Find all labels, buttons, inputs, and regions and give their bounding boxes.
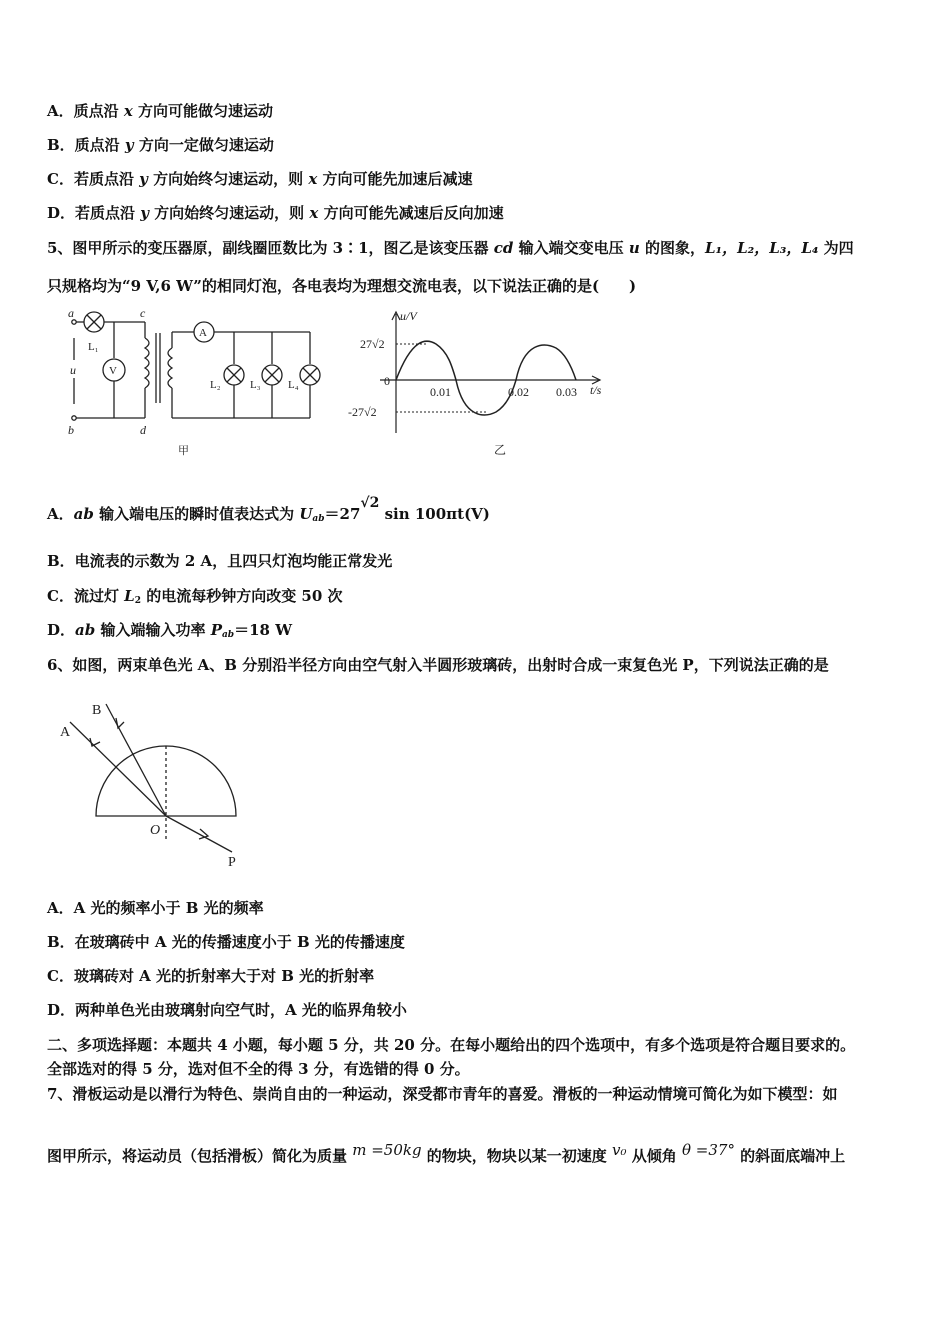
section2-heading-line2: 全部选对的得 5 分，选对但不全的得 3 分，有选错的得 0 分。 [47, 1060, 470, 1078]
q4-option-a: A．质点沿 x 方向可能做匀速运动 [47, 102, 274, 120]
q4-option-b: B．质点沿 y 方向一定做匀速运动 [47, 136, 274, 154]
transformer-circuit-diagram [60, 308, 330, 468]
center-o-label: O [150, 823, 161, 838]
q5-option-b: B．电流表的示数为 2 A，且四只灯泡均能正常发光 [47, 552, 393, 570]
lamp-l3-label: L₃ [250, 379, 261, 391]
q5-option-d: D．ab 输入端输入功率 $P_{ab}=18$ W [47, 621, 293, 640]
figure-jia-caption: 甲 [178, 445, 189, 457]
q7-stem-line1: 7、滑板运动是以滑行为特色、崇尚自由的一种运动，深受都市青年的喜爱。滑板的一种运动情境可简化为如下模型：如 [47, 1085, 838, 1103]
q4-option-d: D．若质点沿 y 方向始终匀速运动，则 x 方向可能先减速后反向加速 [47, 204, 504, 222]
lamp-l1-label: L₁ [88, 341, 99, 353]
ammeter-label: A [199, 327, 207, 339]
terminal-a-label: a [68, 308, 74, 320]
q5-option-c: C．流过灯 $L_2$ 的电流每秒钟方向改变 50 次 [47, 587, 343, 606]
figure-yi-caption: 乙 [494, 443, 507, 457]
graph-x-axis-label: t/s [590, 383, 602, 397]
voltage-u-label: u [70, 363, 76, 377]
q6-option-d: D．两种单色光由玻璃射向空气时，A 光的临界角较小 [47, 1001, 407, 1019]
graph-tick-label: 0.01 [430, 385, 451, 399]
q6-option-a: A．A 光的频率小于 B 光的频率 [47, 899, 264, 917]
q5-stem-line2: 只规格均为“9 V,6 W”的相同灯泡，各电表均为理想交流电表，以下说法正确的是( ) [47, 277, 637, 295]
q5-stem-line1: 5、图甲所示的变压器原，副线圈匝数比为 3∶1，图乙是该变压器 cd 输入端交变电压 u 的图象，L₁，L₂，L₃，L₄ 为四 [47, 239, 854, 257]
lamp-l2-label: L₂ [210, 379, 221, 391]
graph-ymax-label: 27√2 [360, 337, 385, 351]
q6-option-b: B．在玻璃砖中 A 光的传播速度小于 B 光的传播速度 [47, 933, 405, 951]
ray-b-label: B [92, 703, 102, 718]
terminal-b-label: b [68, 423, 74, 437]
graph-y-axis-label: u/V [400, 309, 417, 323]
q6-stem: 6、如图，两束单色光 A、B 分别沿半径方向由空气射入半圆形玻璃砖，出射时合成一束复色光 P，下列说法正确的是 [47, 656, 829, 674]
voltmeter-label: V [109, 365, 117, 377]
section2-heading-line1: 二、多项选择题：本题共 4 小题，每小题 5 分，共 20 分。在每小题给出的四个选项中，有多个选项是符合题目要求的。 [47, 1036, 856, 1054]
q6-option-c: C．玻璃砖对 A 光的折射率大于对 B 光的折射率 [47, 967, 375, 985]
graph-tick-label: 0.03 [556, 385, 577, 399]
q7-stem-line2: 图甲所示，将运动员（包括滑板）简化为质量 m =50kg 的物块，物块以某一初速度 v₀ 从倾角 θ =37° 的斜面底端冲上 [47, 1141, 846, 1165]
ray-p-label: P [228, 855, 236, 870]
q4-option-c: C．若质点沿 y 方向始终匀速运动，则 x 方向可能先加速后减速 [47, 170, 473, 188]
graph-tick-label: 0.02 [508, 385, 529, 399]
terminal-c-label: c [140, 308, 146, 320]
ray-a-label: A [60, 725, 71, 740]
glass-brick-diagram [50, 692, 260, 872]
lamp-l4-label: L₄ [288, 379, 299, 391]
graph-origin-label: 0 [384, 374, 390, 388]
terminal-d-label: d [140, 423, 146, 437]
q5-option-a: A．ab 输入端电压的瞬时值表达式为 $U_{ab}=27√2$ sin 100πt(V) [47, 495, 490, 524]
voltage-sine-graph [340, 308, 630, 468]
graph-ymin-label: -27√2 [348, 405, 377, 419]
